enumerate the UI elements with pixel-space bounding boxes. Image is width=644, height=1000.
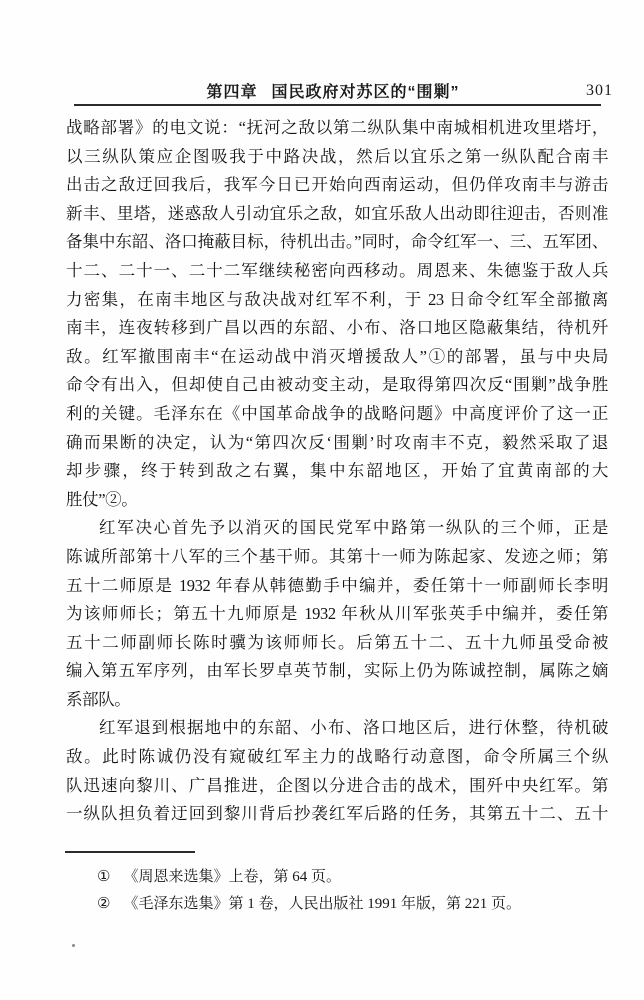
body-line: 确而果断的决定，认为“第四次反‘围剿’时攻南丰不克，毅然采取了退 [66, 432, 608, 452]
header-rule [74, 104, 601, 106]
body-line: 南丰，连夜转移到广昌以西的东韶、小布、洛口地区隐蔽集结，待机歼 [66, 318, 608, 338]
body-line: 却步骤，终于转到敌之右翼，集中东韶地区，开始了宜黄南部的大 [66, 461, 608, 481]
footnotes [66, 864, 606, 918]
footnote-marker: ① [97, 869, 111, 885]
footnote-separator-rule [65, 851, 195, 853]
body-line: 队迅速向黎川、广昌推进，企图以分进合击的战术，围歼中央红军。第 [66, 775, 608, 795]
footnote [66, 891, 606, 918]
footnote-text: 《周恩来选集》上卷，第 64 页。 [123, 869, 341, 885]
body-line: 新丰、里塔，迷惑敌人引动宜乐之敌，如宜乐敌人出动即往迎击，否则准 [66, 203, 608, 223]
chapter-title: 国民政府对苏区的“围剿” [271, 84, 460, 101]
footnote [66, 864, 606, 891]
body-line: 陈诚所部第十八军的三个基干师。其第十一师为陈起家、发迹之师；第 [66, 546, 608, 566]
body-line: 敌。此时陈诚仍没有窥破红军主力的战略行动意图，命令所属三个纵 [66, 747, 608, 767]
body-line: 战略部署》的电文说：“抚河之敌以第二纵队集中南城相机进攻里塔圩， [66, 118, 608, 137]
chapter-number: 第四章 [206, 84, 258, 101]
body-line: 以三纵队策应企图吸我于中路决战，然后以宜乐之第一纵队配合南丰 [66, 146, 608, 166]
body-line: 力密集，在南丰地区与敌决战对红军不利，于 23 日命令红军全部撤离 [66, 289, 608, 309]
body-line: 为该师师长；第五十九师原是 1932 年秋从川军张英手中编并，委任第 [66, 604, 608, 624]
body-line: 利的关键。毛泽东在《中国革命战争的战略问题》中高度评价了这一正 [66, 403, 608, 423]
body-line: 红军退到根据地中的东韶、小布、洛口地区后，进行休整，待机破 [99, 718, 608, 738]
body-line: 一纵队担负着迂回到黎川背后抄袭红军后路的任务，其第五十二、五十 [66, 804, 608, 824]
scan-speck [72, 944, 75, 947]
footnote-text: 《毛泽东选集》第 1 卷，人民出版社 1991 年版，第 221 页。 [123, 896, 521, 912]
body-line: 出击之敌迂回我后，我军今日已开始向西南运动，但仍佯攻南丰与游击 [66, 175, 608, 195]
running-head [66, 79, 600, 101]
body-line: 敌。红军撤围南丰“在运动战中消灭增援敌人”①的部署，虽与中央局 [66, 346, 608, 366]
body-line: 五十二师副师长陈时骥为该师师长。后第五十二、五十九师虽受命被 [66, 632, 608, 652]
page-number: 301 [586, 82, 613, 99]
body-line: 胜仗”②。 [66, 489, 138, 509]
body-text [66, 114, 608, 829]
body-line: 红军决心首先予以消灭的国民党军中路第一纵队的三个师，正是 [99, 518, 608, 538]
body-line: 备集中东韶、洛口掩蔽目标，待机出击。”同时，命令红军一、三、五军团、 [66, 232, 608, 252]
body-line: 命令有出入，但却使自己由被动变主动，是取得第四次反“围剿”战争胜 [66, 375, 608, 395]
body-line: 系部队。 [66, 689, 131, 709]
body-line: 五十二师原是 1932 年春从韩德勤手中编并，委任第十一师副师长李明 [66, 575, 608, 595]
body-line: 十二、二十一、二十二军继续秘密向西移动。周恩来、朱德鉴于敌人兵 [66, 260, 608, 280]
body-line: 编入第五军序列，由军长罗卓英节制，实际上仍为陈诚控制，属陈之嫡 [66, 661, 608, 681]
footnote-marker: ② [97, 896, 111, 912]
